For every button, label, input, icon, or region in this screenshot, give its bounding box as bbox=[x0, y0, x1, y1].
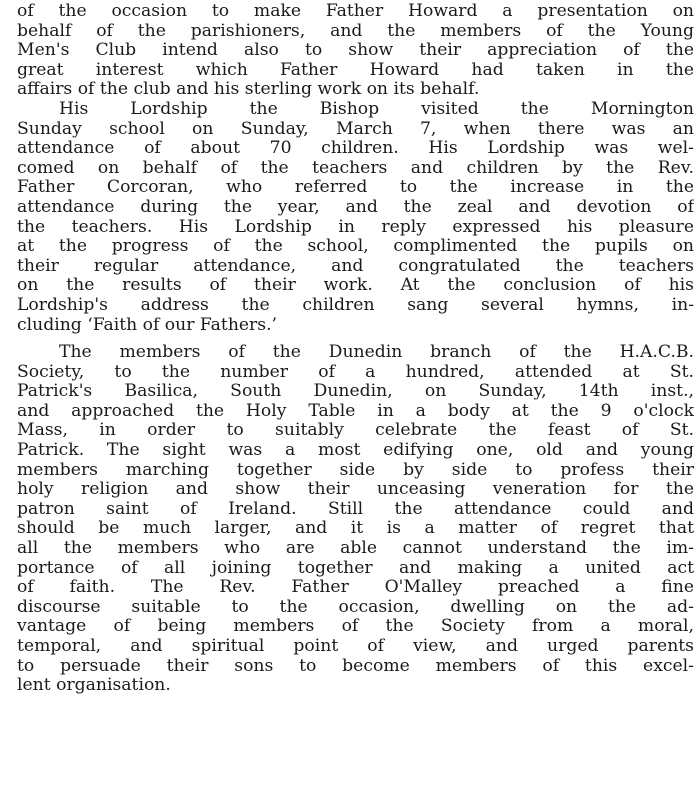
paragraph-separator bbox=[17, 339, 694, 340]
paragraph-father-howard bbox=[17, 2, 694, 100]
text-line: great interest which Father Howard had taken in the bbox=[17, 60, 694, 80]
text-line: Men's Club intend also to show their appreciation of the bbox=[17, 41, 694, 61]
text-line: members marching together side by side to profess their bbox=[17, 460, 694, 480]
text-line: of faith. The Rev. Father O'Malley preached a fine bbox=[17, 578, 694, 598]
text-line: of the occasion to make Father Howard a presentation on bbox=[17, 2, 694, 21]
text-line: attendance of about 70 children. His Lordship was wel- bbox=[17, 139, 694, 159]
text-line: Sunday school on Sunday, March 7, when there was an bbox=[17, 119, 694, 139]
text-line: Patrick's Basilica, South Dunedin, on Sunday, 14th inst., bbox=[17, 382, 694, 402]
text-line: holy religion and show their unceasing veneration for the bbox=[17, 480, 694, 500]
text-line: cluding ‘Faith of our Fathers.’ bbox=[17, 315, 278, 335]
text-line: the teachers. His Lordship in reply expressed his pleasure bbox=[17, 217, 694, 237]
text-line: and approached the Holy Table in a body at the 9 o'clock bbox=[17, 401, 694, 421]
text-line: to persuade their sons to become members of this excel- bbox=[17, 656, 694, 676]
text-line: temporal, and spiritual point of view, and urged parents bbox=[17, 637, 694, 656]
paragraph-mornington-sunday-school bbox=[17, 100, 694, 335]
text-line: discourse suitable to the occasion, dwelling on the ad- bbox=[17, 597, 694, 617]
text-line: lent organisation. bbox=[17, 676, 171, 696]
text-line: their regular attendance, and congratulated the teachers bbox=[17, 256, 694, 276]
text-line: vantage of being members of the Society from a moral, bbox=[17, 617, 694, 637]
text-line: portance of all joining together and making a united act bbox=[17, 558, 694, 578]
text-line: Patrick. The sight was a most edifying one, old and young bbox=[17, 441, 694, 461]
text-line: Society, to the number of a hundred, attended at St. bbox=[17, 362, 694, 382]
text-line: Father Corcoran, who referred to the increase in the bbox=[17, 178, 694, 198]
text-line: Mass, in order to suitably celebrate the feast of St. bbox=[17, 421, 694, 441]
text-line: The members of the Dunedin branch of the H.A.C.B. bbox=[59, 343, 694, 363]
text-line: on the results of their work. At the conclusion of his bbox=[17, 276, 694, 296]
text-line: His Lordship the Bishop visited the Mornington bbox=[59, 99, 694, 119]
text-line: all the members who are able cannot understand the im- bbox=[17, 539, 694, 559]
text-line: should be much larger, and it is a matter of regret that bbox=[17, 519, 694, 539]
text-line: at the progress of the school, complimented the pupils on bbox=[17, 237, 694, 257]
text-line: attendance during the year, and the zeal and devotion of bbox=[17, 197, 694, 217]
paragraph-hacb-society bbox=[17, 343, 694, 696]
text-line: behalf of the parishioners, and the members of the Young bbox=[17, 21, 694, 41]
text-line: Lordship's address the children sang several hymns, in- bbox=[17, 295, 694, 315]
text-line: affairs of the club and his sterling work on its behalf. bbox=[17, 80, 480, 100]
text-line: comed on behalf of the teachers and children by the Rev. bbox=[17, 158, 694, 178]
text-line: patron saint of Ireland. Still the attendance could and bbox=[17, 499, 694, 519]
